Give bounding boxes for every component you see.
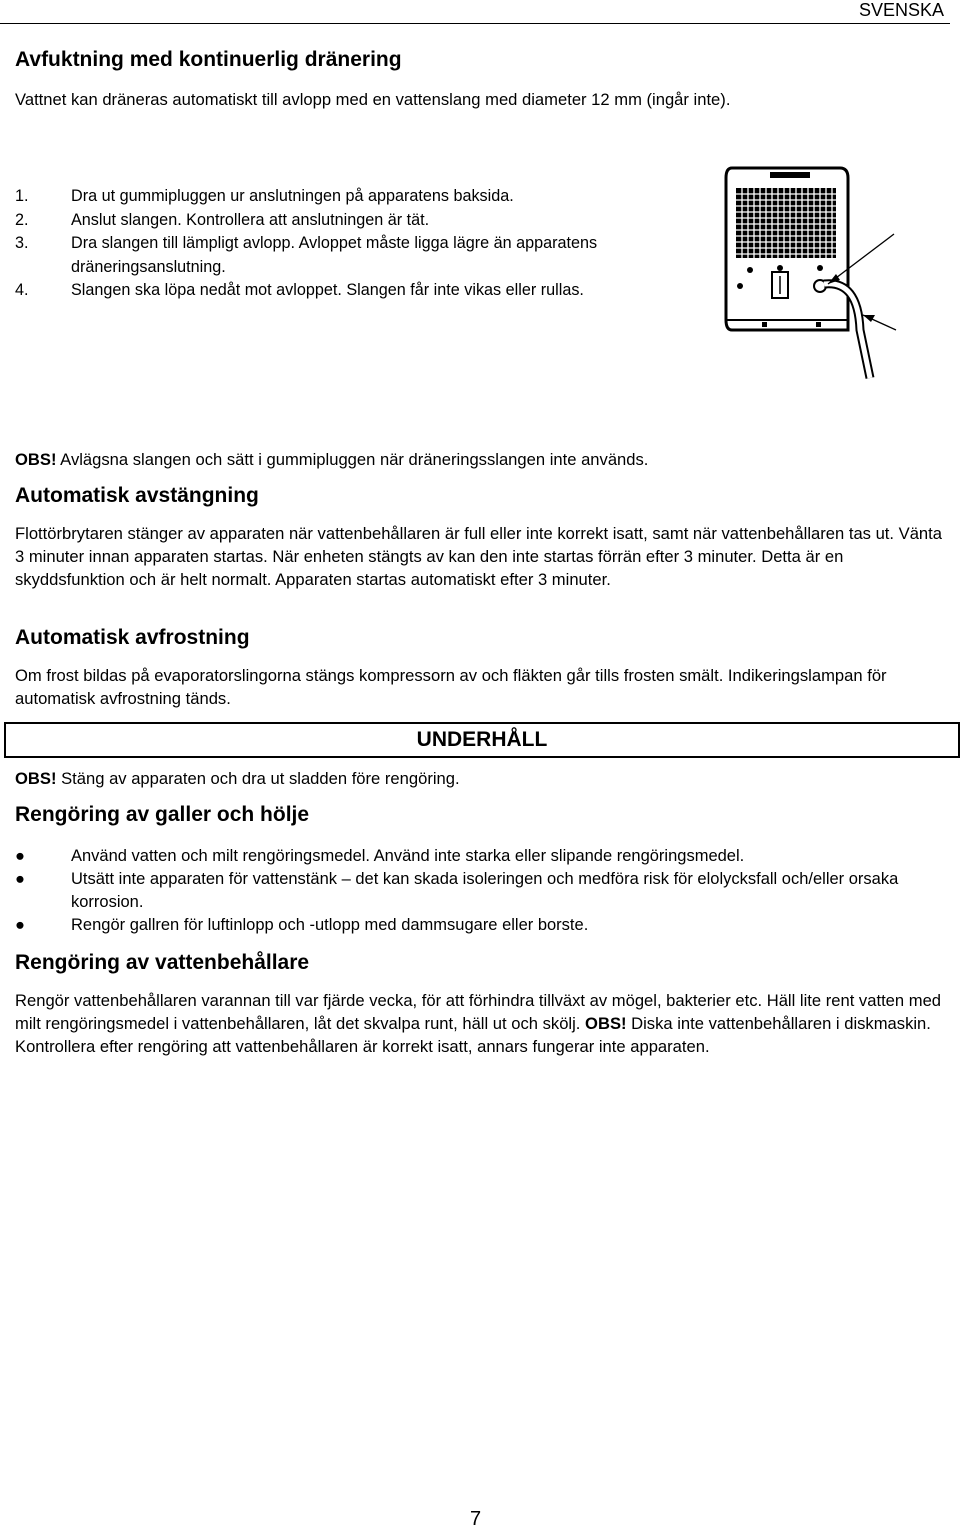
tank-text (15, 989, 945, 1058)
list-item (15, 209, 635, 233)
maintenance-banner (4, 722, 960, 758)
obs-label: OBS! (15, 769, 57, 788)
section-title-drainage: Avfuktning med kontinuerlig dränering (15, 48, 402, 71)
list-item (15, 279, 635, 303)
tank-text-body: Rengör vattenbehållaren varannan till var fjärde vecka, för att förhindra tillväxt av mögel, bakterier etc. Häll lite rent vatten med milt rengöringsmedel i vattenbehållaren, låt det skvalpa runt, häll ut och skölj. (15, 991, 942, 1033)
drainage-note (15, 448, 945, 471)
drainage-intro: Vattnet kan dräneras automatiskt till avlopp med en vattenslang med diameter 12 mm (ingår inte). (15, 90, 731, 109)
step-number: 3. (15, 234, 29, 252)
section-title-auto-off: Automatisk avstängning (15, 484, 259, 507)
step-text: Dra slangen till lämpligt avlopp. Avloppet måste ligga lägre än apparatens dräneringsanslutning. (71, 234, 598, 276)
section-title-auto-defrost: Automatisk avfrostning (15, 626, 250, 649)
tank-note-text: Diska inte vattenbehållaren i diskmaskin. Kontrollera efter rengöring att vattenbehållaren är korrekt isatt, annars fungerar inte apparaten. (15, 1014, 931, 1056)
maintenance-note (15, 767, 945, 790)
bullet-text: Utsätt inte apparaten för vattenstänk – det kan skada isoleringen och medföra risk för elolycksfall och/eller orsaka korrosion. (71, 870, 899, 911)
language-label: SVENSKA (858, 0, 944, 20)
page-number: 7 (470, 1508, 482, 1530)
step-text: Dra ut gummipluggen ur anslutningen på apparatens baksida. (71, 187, 514, 205)
drainage-steps (15, 185, 635, 303)
section-title-grille: Rengöring av galler och hölje (15, 803, 310, 826)
list-item (15, 185, 635, 209)
step-number: 2. (15, 210, 29, 229)
bullet-text: Rengör gallren för luftinlopp och -utlopp med dammsugare eller borste. (71, 916, 589, 934)
step-number: 4. (15, 281, 29, 299)
maintenance-note-text: Stäng av apparaten och dra ut sladden före rengöring. (56, 769, 460, 788)
bullet-text: Använd vatten och milt rengöringsmedel. Använd inte starka eller slipande rengöringsmedel. (71, 847, 745, 865)
list-item (15, 868, 950, 914)
step-text: Slangen ska löpa nedåt mot avloppet. Slangen får inte vikas eller rullas. (71, 281, 584, 299)
bullet-icon: ● (15, 870, 25, 888)
step-text: Anslut slangen. Kontrollera att anslutningen är tät. (71, 210, 430, 229)
obs-label: OBS! (585, 1014, 627, 1033)
auto-defrost-text: Om frost bildas på evaporatorslingorna stängs kompressorn av och fläkten går tills frosten smält. Indikeringslampan för automatisk avfrostning tänds. (15, 666, 887, 708)
obs-label: OBS! (15, 450, 57, 469)
maintenance-banner-title: UNDERHÅLL (416, 728, 548, 751)
step-number: 1. (15, 187, 29, 205)
section-title-tank: Rengöring av vattenbehållare (15, 951, 310, 974)
auto-off-text: Flottörbrytaren stänger av apparaten när vattenbehållaren är full eller inte korrekt isatt, samt när vattenbehållaren tas ut. Vänta 3 minuter innan apparaten startas. När enheten stängts av kan den inte startas förrän efter 3 minuter. Detta är en skyddsfunktion och är helt normalt. Apparaten startas automatiskt efter 3 minuter. (15, 524, 942, 589)
list-item (15, 232, 635, 279)
grille-bullets (15, 845, 950, 937)
bullet-icon: ● (15, 847, 25, 865)
dehumidifier-hose-illustration (720, 160, 900, 390)
list-item (15, 845, 950, 868)
bullet-icon: ● (15, 916, 25, 934)
list-item (15, 914, 950, 937)
drainage-note-text: Avlägsna slangen och sätt i gummipluggen när dräneringsslangen inte används. (56, 450, 649, 469)
header-rule (0, 23, 950, 24)
